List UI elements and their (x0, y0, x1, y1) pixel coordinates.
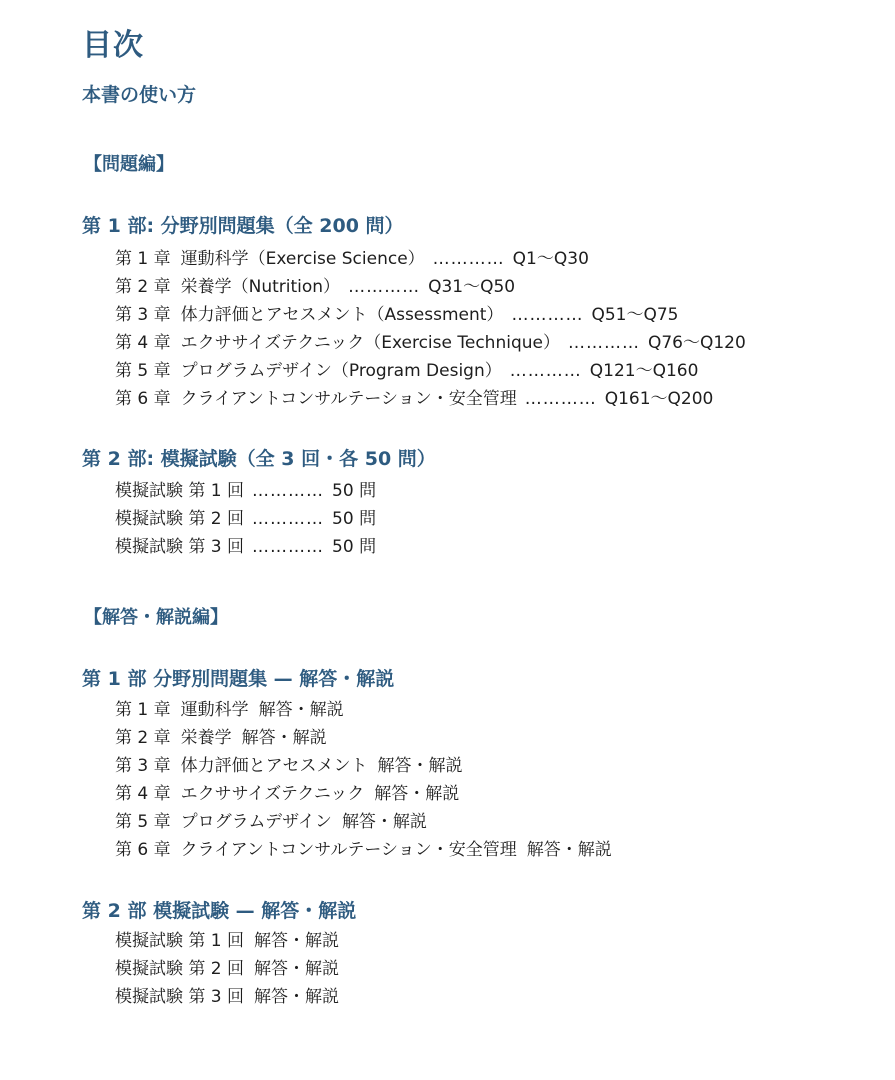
chapter-title: 栄養学 (180, 728, 232, 748)
toc-item-answers-ch4[interactable] (115, 780, 612, 808)
chapter-title: 栄養学（Nutrition） (180, 277, 341, 297)
toc-item-mock-exam-3[interactable] (115, 533, 376, 561)
answer-suffix: 解答・解説 (526, 840, 612, 860)
question-count: 50 問 (332, 509, 377, 529)
chapter-title: プログラムデザイン (180, 812, 332, 832)
toc-item-problems-ch4[interactable] (115, 329, 746, 357)
problems-part2-heading[interactable]: 第 2 部: 模擬試験（全 3 回・各 50 問） (82, 448, 436, 470)
chapter-number: 第 1 章 (115, 249, 171, 269)
toc-item-answers-ch3[interactable] (115, 752, 612, 780)
exam-title: 模擬試験 第 1 回 (115, 481, 245, 501)
leader-dots: ………… (252, 537, 325, 557)
problems-part1-heading[interactable]: 第 1 部: 分野別問題集（全 200 問） (82, 215, 404, 237)
chapter-title: 運動科学 (180, 700, 249, 720)
toc-item-answers-ch2[interactable] (115, 724, 612, 752)
toc-item-answers-mock-1[interactable] (115, 927, 339, 955)
exam-title: 模擬試験 第 3 回 (115, 537, 245, 557)
chapter-number: 第 3 章 (115, 305, 171, 325)
toc-item-problems-ch3[interactable] (115, 301, 746, 329)
answer-suffix: 解答・解説 (254, 987, 340, 1007)
chapter-number: 第 5 章 (115, 361, 171, 381)
problems-part1-list (115, 245, 746, 413)
chapter-number: 第 3 章 (115, 756, 171, 776)
question-range: Q161〜Q200 (604, 389, 714, 409)
toc-item-problems-ch1[interactable] (115, 245, 746, 273)
answer-suffix: 解答・解説 (374, 784, 460, 804)
exam-title: 模擬試験 第 1 回 (115, 931, 245, 951)
chapter-title: プログラムデザイン（Program Design） (180, 361, 502, 381)
toc-item-answers-ch6[interactable] (115, 836, 612, 864)
chapter-number: 第 4 章 (115, 784, 171, 804)
chapter-number: 第 6 章 (115, 389, 171, 409)
toc-item-answers-mock-2[interactable] (115, 955, 339, 983)
leader-dots: ………… (348, 277, 421, 297)
leader-dots: ………… (432, 249, 505, 269)
question-count: 50 問 (332, 537, 377, 557)
leader-dots: ………… (567, 333, 640, 353)
chapter-title: 体力評価とアセスメント（Assessment） (180, 305, 504, 325)
chapter-number: 第 2 章 (115, 728, 171, 748)
toc-item-mock-exam-1[interactable] (115, 477, 376, 505)
leader-dots: ………… (252, 481, 325, 501)
problems-label: 【問題編】 (84, 154, 174, 175)
answers-part1-heading[interactable]: 第 1 部 分野別問題集 — 解答・解説 (82, 668, 395, 690)
answer-suffix: 解答・解説 (258, 700, 344, 720)
leader-dots: ………… (509, 361, 582, 381)
toc-item-mock-exam-2[interactable] (115, 505, 376, 533)
answer-suffix: 解答・解説 (377, 756, 463, 776)
toc-item-answers-mock-3[interactable] (115, 983, 339, 1011)
exam-title: 模擬試験 第 2 回 (115, 509, 245, 529)
chapter-number: 第 2 章 (115, 277, 171, 297)
leader-dots: ………… (511, 305, 584, 325)
chapter-title: クライアントコンサルテーション・安全管理 (180, 840, 517, 860)
chapter-number: 第 4 章 (115, 333, 171, 353)
chapter-number: 第 5 章 (115, 812, 171, 832)
answer-suffix: 解答・解説 (241, 728, 327, 748)
answer-suffix: 解答・解説 (341, 812, 427, 832)
exam-title: 模擬試験 第 3 回 (115, 987, 245, 1007)
toc-item-problems-ch5[interactable] (115, 357, 746, 385)
question-range: Q51〜Q75 (591, 305, 679, 325)
question-range: Q1〜Q30 (512, 249, 589, 269)
question-range: Q121〜Q160 (589, 361, 699, 381)
chapter-number: 第 6 章 (115, 840, 171, 860)
toc-item-problems-ch6[interactable] (115, 385, 746, 413)
toc-link-howto[interactable]: 本書の使い方 (82, 84, 197, 106)
exam-title: 模擬試験 第 2 回 (115, 959, 245, 979)
toc-item-answers-ch5[interactable] (115, 808, 612, 836)
chapter-number: 第 1 章 (115, 700, 171, 720)
answer-suffix: 解答・解説 (254, 931, 340, 951)
leader-dots: ………… (524, 389, 597, 409)
answers-label: 【解答・解説編】 (84, 607, 228, 628)
question-count: 50 問 (332, 481, 377, 501)
chapter-title: クライアントコンサルテーション・安全管理 (180, 389, 517, 409)
answers-part2-list (115, 927, 339, 1011)
chapter-title: エクササイズテクニック（Exercise Technique） (180, 333, 560, 353)
chapter-title: 運動科学（Exercise Science） (180, 249, 425, 269)
chapter-title: エクササイズテクニック (180, 784, 365, 804)
leader-dots: ………… (252, 509, 325, 529)
answers-part1-list (115, 696, 612, 864)
answer-suffix: 解答・解説 (254, 959, 340, 979)
page-title: 目次 (82, 28, 144, 63)
question-range: Q31〜Q50 (428, 277, 516, 297)
toc-item-answers-ch1[interactable] (115, 696, 612, 724)
toc-item-problems-ch2[interactable] (115, 273, 746, 301)
answers-part2-heading[interactable]: 第 2 部 模擬試験 — 解答・解説 (82, 900, 357, 922)
problems-part2-list (115, 477, 376, 561)
question-range: Q76〜Q120 (647, 333, 746, 353)
chapter-title: 体力評価とアセスメント (180, 756, 368, 776)
